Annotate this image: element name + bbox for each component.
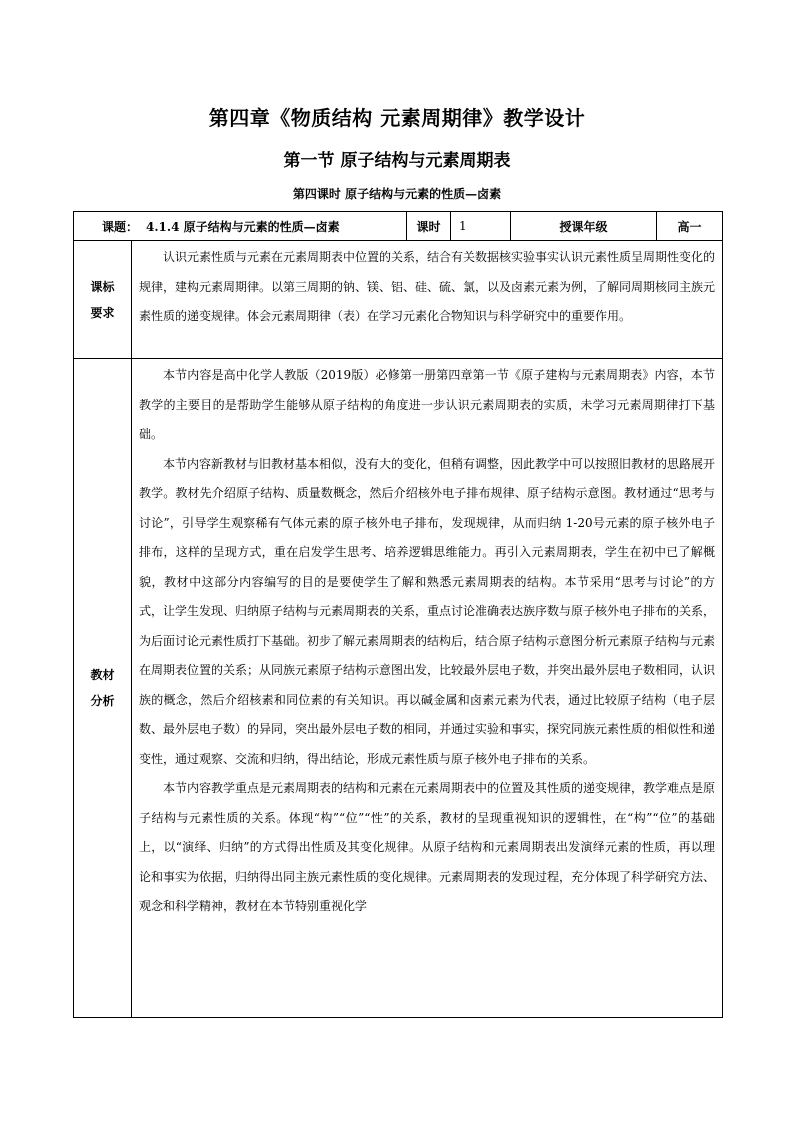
standard-content	[132, 241, 723, 359]
standard-label-line-1: 课标	[90, 279, 115, 294]
section-title: 第一节 原子结构与元素周期表	[283, 151, 511, 171]
grade-label: 授课年级	[511, 212, 657, 241]
grade-value: 高一	[657, 212, 723, 241]
analysis-paragraph-3: 本节内容教学重点是元素周期表的结构和元素在元素周期表中的位置及其性质的递变规律，教学难点是原子结构与元素性质的关系。体现“构”“位”“性”的关系，教材的呈现重视知识的逻辑性，在“构”“位”的基础上，以“演绎、归纳”的方式得出性质及其变化规律。从原子结构和元素周期表出发演绎元素的性质，再以理论和事实为依据，归纳得出同主族元素性质的变化规律。元素周期表的发现过程，充分体现了科学研究方法、观念和科学精神，教材在本节特别重视化学	[139, 781, 716, 913]
standard-text: 认识元素性质与元素在元素周期表中位置的关系，结合有关数据核实验事实认识元素性质呈周期性变化的规律，建构元素周期律。以第三周期的钠、镁、铝、硅、硫、氯，以及卤素元素为例，了解同周期核同主族元素性质的递变规律。体会元素周期律（表）在学习元素化合物知识与科学研究中的重要作用。	[139, 250, 716, 323]
lesson-title: 第四课时 原子结构与元素的性质—卤素	[292, 187, 502, 201]
analysis-label-line-2: 分析	[90, 694, 115, 708]
analysis-label-line-1: 教材	[90, 668, 115, 682]
analysis-row	[74, 359, 723, 1018]
analysis-label	[74, 359, 132, 1018]
standard-row	[74, 241, 723, 359]
analysis-content	[132, 359, 723, 1018]
topic-label: 课题：	[102, 219, 139, 234]
table-header-row	[74, 212, 723, 241]
document-title: 第四章《物质结构 元素周期律》教学设计	[208, 106, 586, 130]
topic-cell	[74, 212, 407, 241]
standard-label-line-2: 要求	[90, 305, 115, 320]
analysis-paragraph-2: 本节内容新教材与旧教材基本相似，没有大的变化，但稍有调整，因此教学中可以按照旧教材的思路展开教学。教材先介绍原子结构、质量数概念，然后介绍核外电子排布规律、原子结构示意图。教材通过“思考与讨论”，引导学生观察稀有气体元素的原子核外电子排布，发现规律，从而归纳 1-20号元素的原子核外电子排布，这样的呈现方式，重在启发学生思考、培养逻辑思维能力。再引入元素周期表，学生在初中已了解概貌，教材中这部分内容编写的目的是要使学生了解和熟悉元素周期表的结构。本节采用“思考与讨论”的方式，让学生发现、归纳原子结构与元素周期表的关系，重点讨论准确表达族序数与原子核外电子排布的关系，为后面讨论元素性质打下基础。初步了解元素周期表的结构后，结合原子结构示意图分析元素原子结构与元素在周期表位置的关系；从同族元素原子结构示意图出发，比较最外层电子数，并突出最外层电子数相同，认识族的概念，然后介绍核素和同位素的有关知识。再以碱金属和卤素元素为代表，通过比较原子结构（电子层数、最外层电子数）的异同，突出最外层电子数的相同，并通过实验和事实，探究同族元素性质的相似性和递变性，通过观察、交流和归纳，得出结论，形成元素性质与原子核外电子排布的关系。	[139, 456, 716, 766]
standard-label	[74, 241, 132, 359]
analysis-paragraph-1: 本节内容是高中化学人教版（2019版）必修第一册第四章第一节《原子建构与元素周期表》内容，本节教学的主要目的是帮助学生能够从原子结构的角度进一步认识元素周期表的实质，未学习元素周期律打下基础。	[139, 368, 716, 441]
topic-value: 4.1.4 原子结构与元素的性质—卤素	[146, 219, 340, 234]
lesson-plan-table	[73, 211, 723, 1018]
period-value: 1	[451, 212, 511, 241]
period-label: 课时	[407, 212, 451, 241]
